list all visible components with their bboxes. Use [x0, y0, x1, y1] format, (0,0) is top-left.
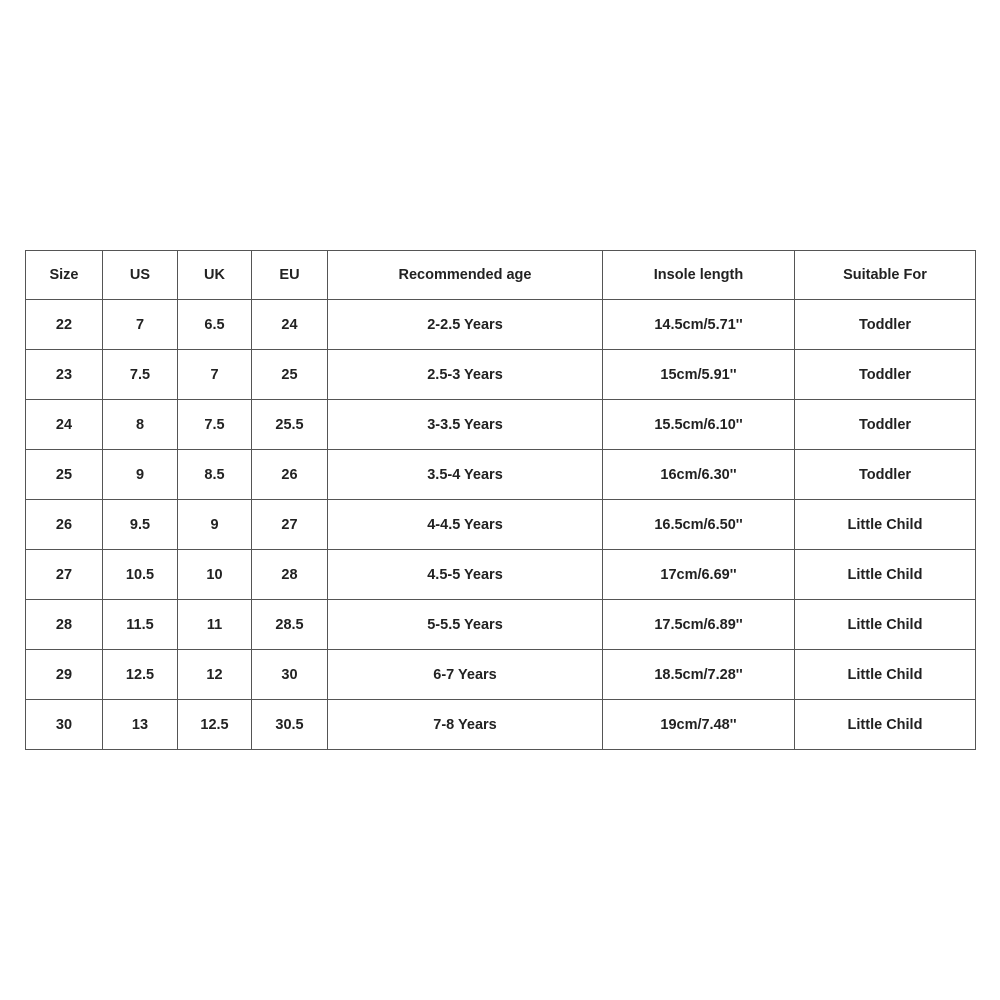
- cell-suitable-for: Little Child: [795, 550, 976, 600]
- cell-recommended-age: 3.5-4 Years: [328, 450, 603, 500]
- cell-us: 13: [103, 700, 178, 750]
- cell-recommended-age: 5-5.5 Years: [328, 600, 603, 650]
- cell-us: 7: [103, 300, 178, 350]
- cell-size: 24: [26, 400, 103, 450]
- cell-eu: 25: [252, 350, 328, 400]
- cell-insole-length: 16cm/6.30'': [603, 450, 795, 500]
- cell-suitable-for: Toddler: [795, 300, 976, 350]
- cell-recommended-age: 4-4.5 Years: [328, 500, 603, 550]
- cell-eu: 28: [252, 550, 328, 600]
- header-suitable-for: Suitable For: [795, 251, 976, 300]
- cell-suitable-for: Toddler: [795, 350, 976, 400]
- cell-suitable-for: Little Child: [795, 500, 976, 550]
- table-row: [26, 550, 976, 600]
- cell-size: 22: [26, 300, 103, 350]
- header-insole-length: Insole length: [603, 251, 795, 300]
- table-row: [26, 450, 976, 500]
- cell-insole-length: 17.5cm/6.89'': [603, 600, 795, 650]
- cell-uk: 10: [178, 550, 252, 600]
- header-us: US: [103, 251, 178, 300]
- table-row: [26, 500, 976, 550]
- cell-suitable-for: Little Child: [795, 700, 976, 750]
- cell-us: 8: [103, 400, 178, 450]
- cell-eu: 30: [252, 650, 328, 700]
- cell-recommended-age: 2.5-3 Years: [328, 350, 603, 400]
- table-row: [26, 300, 976, 350]
- cell-uk: 9: [178, 500, 252, 550]
- cell-suitable-for: Little Child: [795, 600, 976, 650]
- cell-recommended-age: 6-7 Years: [328, 650, 603, 700]
- cell-eu: 27: [252, 500, 328, 550]
- cell-recommended-age: 4.5-5 Years: [328, 550, 603, 600]
- cell-size: 26: [26, 500, 103, 550]
- table-row: [26, 700, 976, 750]
- cell-uk: 12.5: [178, 700, 252, 750]
- cell-uk: 6.5: [178, 300, 252, 350]
- cell-suitable-for: Toddler: [795, 450, 976, 500]
- cell-us: 10.5: [103, 550, 178, 600]
- header-size: Size: [26, 251, 103, 300]
- table-row: [26, 600, 976, 650]
- cell-us: 11.5: [103, 600, 178, 650]
- cell-uk: 7: [178, 350, 252, 400]
- cell-insole-length: 18.5cm/7.28'': [603, 650, 795, 700]
- cell-eu: 25.5: [252, 400, 328, 450]
- cell-insole-length: 19cm/7.48'': [603, 700, 795, 750]
- cell-size: 25: [26, 450, 103, 500]
- cell-recommended-age: 3-3.5 Years: [328, 400, 603, 450]
- cell-uk: 8.5: [178, 450, 252, 500]
- cell-size: 30: [26, 700, 103, 750]
- cell-insole-length: 15cm/5.91'': [603, 350, 795, 400]
- cell-recommended-age: 2-2.5 Years: [328, 300, 603, 350]
- header-recommended-age: Recommended age: [328, 251, 603, 300]
- cell-suitable-for: Toddler: [795, 400, 976, 450]
- cell-us: 7.5: [103, 350, 178, 400]
- cell-uk: 12: [178, 650, 252, 700]
- table-row: [26, 350, 976, 400]
- cell-recommended-age: 7-8 Years: [328, 700, 603, 750]
- cell-eu: 24: [252, 300, 328, 350]
- cell-us: 9: [103, 450, 178, 500]
- cell-eu: 28.5: [252, 600, 328, 650]
- size-chart-table: [25, 250, 976, 750]
- cell-size: 29: [26, 650, 103, 700]
- cell-uk: 7.5: [178, 400, 252, 450]
- header-eu: EU: [252, 251, 328, 300]
- table-row: [26, 400, 976, 450]
- header-uk: UK: [178, 251, 252, 300]
- header-row: [26, 251, 976, 300]
- cell-eu: 26: [252, 450, 328, 500]
- cell-insole-length: 16.5cm/6.50'': [603, 500, 795, 550]
- cell-uk: 11: [178, 600, 252, 650]
- cell-us: 9.5: [103, 500, 178, 550]
- cell-size: 28: [26, 600, 103, 650]
- cell-size: 27: [26, 550, 103, 600]
- cell-insole-length: 15.5cm/6.10'': [603, 400, 795, 450]
- table-row: [26, 650, 976, 700]
- cell-eu: 30.5: [252, 700, 328, 750]
- cell-us: 12.5: [103, 650, 178, 700]
- cell-suitable-for: Little Child: [795, 650, 976, 700]
- cell-insole-length: 14.5cm/5.71'': [603, 300, 795, 350]
- cell-size: 23: [26, 350, 103, 400]
- cell-insole-length: 17cm/6.69'': [603, 550, 795, 600]
